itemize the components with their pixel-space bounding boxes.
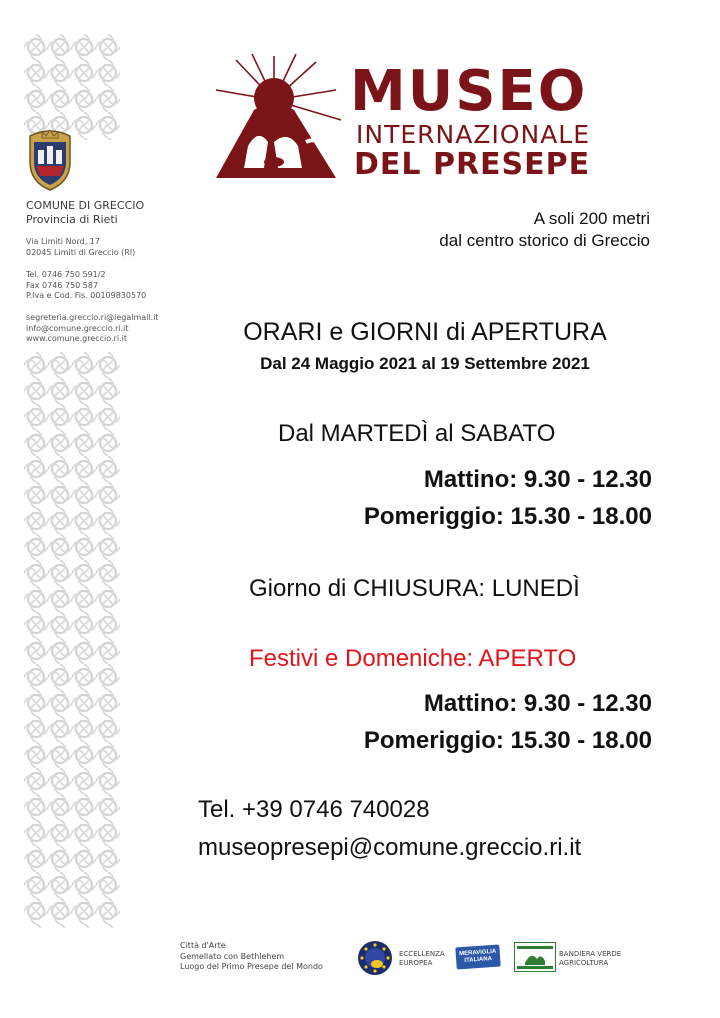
location-note [439,208,650,252]
schedule-period: Dal 24 Maggio 2021 al 19 Settembre 2021 [260,354,590,373]
closing-day: Giorno di CHIUSURA: LUNEDÌ [249,575,580,602]
weekdays-morning: Mattino: 9.30 - 12.30 [423,466,652,493]
logo-title-museo: MUSEO [350,59,588,124]
sidebar-email-pec[interactable]: segreteria.greccio.ri@legalmail.it [26,313,159,322]
address-line-2: 02045 Limiti di Greccio (RI) [26,247,136,257]
contact-phone[interactable]: Tel. +39 0746 740028 [198,796,430,823]
phone-block [26,270,146,302]
weekdays-label: Dal MARTEDÌ al SABATO [278,420,556,447]
eu-excellence-line-1: ECCELLENZA [399,950,445,958]
coat-of-arms-icon [24,128,76,192]
sidebar-piva: P.Iva e Cod. Fis. 00109830570 [26,291,147,300]
bandiera-verde-label [559,950,621,968]
location-line-2: dal centro storico di Greccio [439,231,650,250]
address-line-1: Via Limiti Nord, 17 [26,237,100,246]
sidebar-fax: Fax 0746 750 587 [26,280,99,290]
eu-excellence-icon [357,940,393,976]
bandiera-verde-line-1: BANDIERA VERDE [559,950,622,958]
weekdays-afternoon: Pomeriggio: 15.30 - 18.00 [363,503,652,530]
sidebar-website[interactable]: www.comune.greccio.ri.it [26,334,127,343]
comune-block [26,199,144,227]
footer-city-line-2: Gemellato con Bethlehem [180,951,285,961]
schedule-title: ORARI e GIORNI di APERTURA [243,318,607,346]
decorative-border-top [24,34,120,140]
nativity-emblem-icon [196,50,356,185]
eu-excellence-label [399,950,445,968]
meraviglia-italiana-badge [455,944,500,969]
location-line-1: A soli 200 metri [533,209,650,228]
holidays-morning: Mattino: 9.30 - 12.30 [423,690,652,717]
provincia-name: Provincia di Rieti [26,213,118,226]
address-block [26,237,135,258]
holidays-label: Festivi e Domeniche: APERTO [249,645,577,672]
sidebar-email-info[interactable]: info@comune.greccio.ri.it [26,323,129,333]
logo-title-del-presepe: DEL PRESEPE [354,147,591,182]
meraviglia-italiana-label: MERAVIGLIA ITALIANA [458,948,497,964]
footer-city-line-1: Città d'Arte [180,941,226,950]
bandiera-verde-line-2: AGRICOLTURA [559,959,609,967]
bandiera-verde-icon [514,942,556,972]
sidebar-tel: Tel. 0746 750 591/2 [26,270,106,279]
eu-excellence-line-2: EUROPEA [399,959,433,967]
comune-name: COMUNE DI GRECCIO [26,199,145,212]
holidays-afternoon: Pomeriggio: 15.30 - 18.00 [363,727,652,754]
footer-city-block [180,941,323,973]
contact-email[interactable]: museopresepi@comune.greccio.ri.it [198,834,582,861]
decorative-border-long [24,352,120,928]
footer-city-line-3: Luogo del Primo Presepe del Mondo [180,962,323,971]
logo-title-internazionale: INTERNAZIONALE [356,120,591,149]
